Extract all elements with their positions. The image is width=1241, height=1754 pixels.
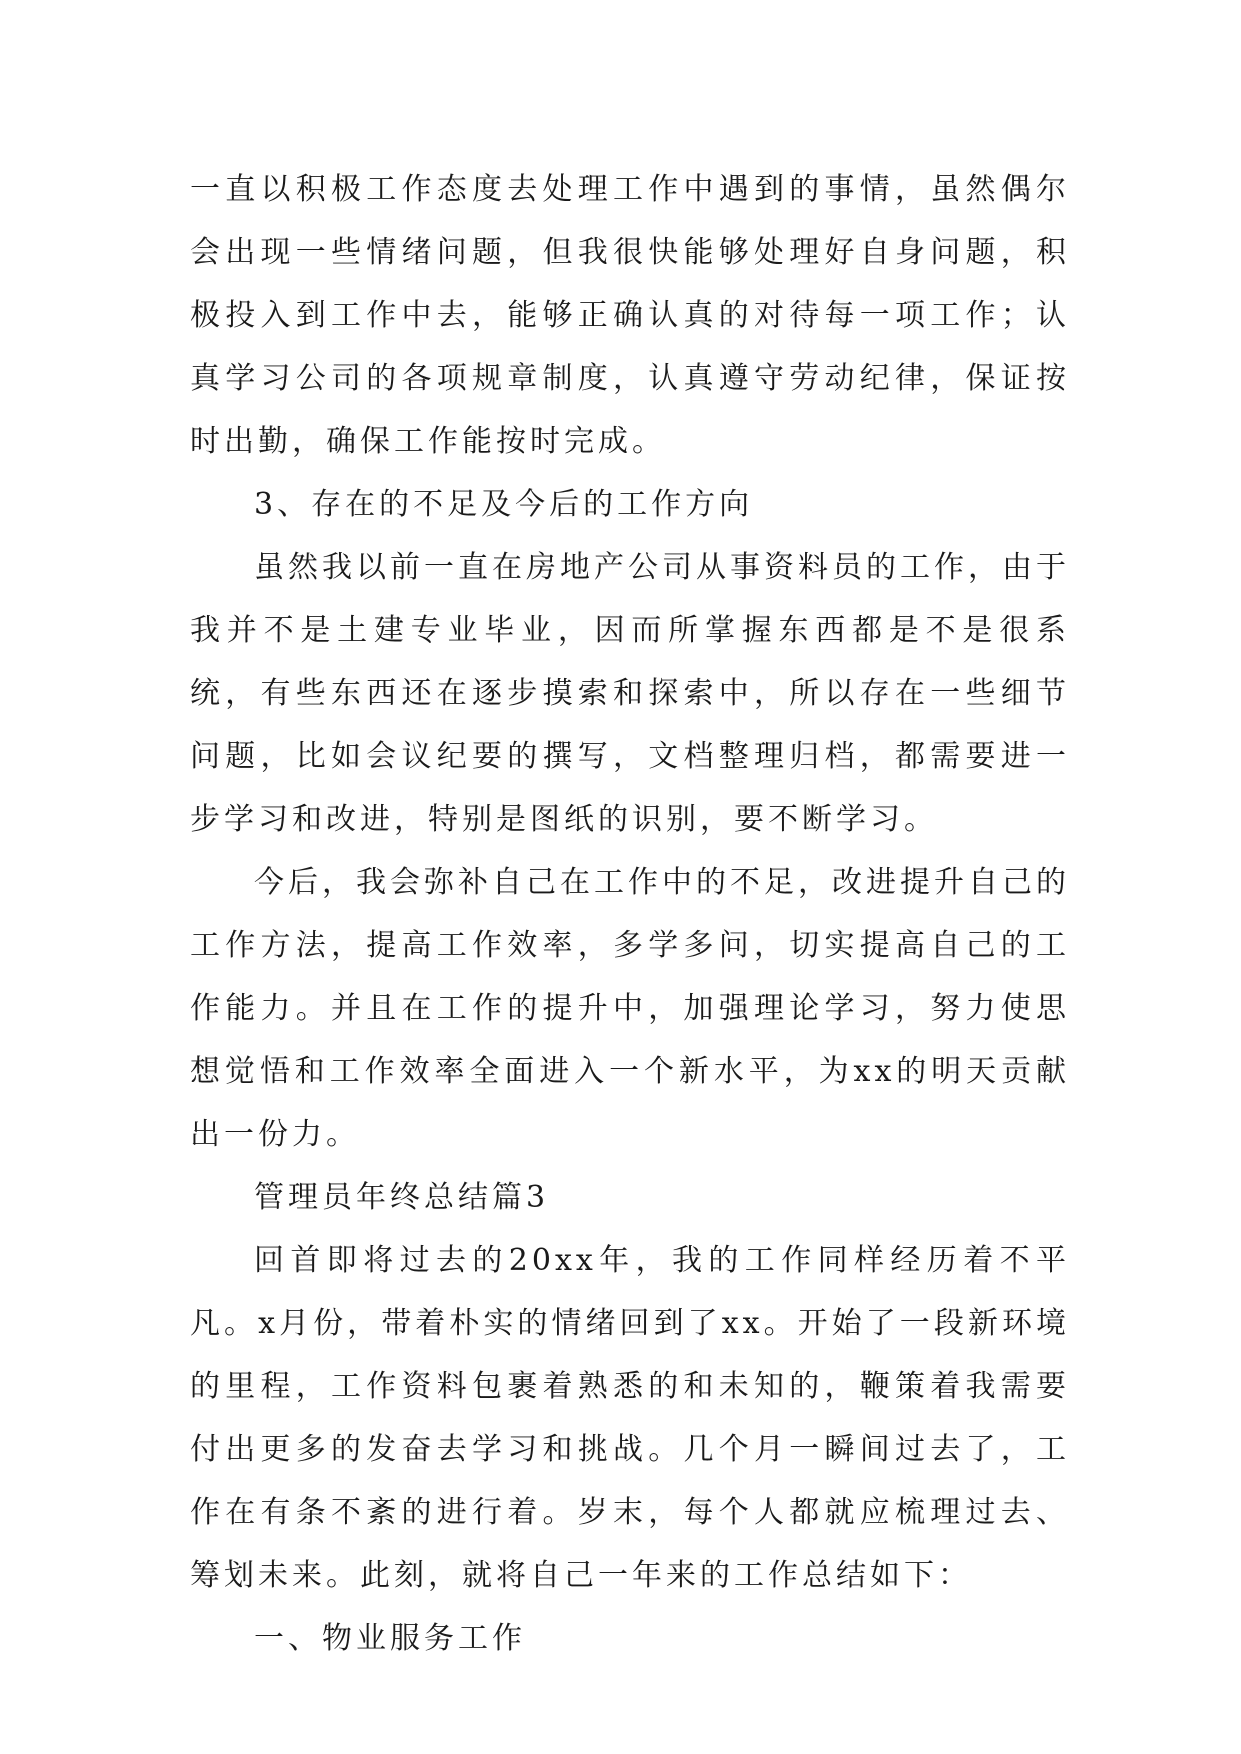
paragraph-year-review: 回首即将过去的20xx年，我的工作同样经历着不平凡。x月份，带着朴实的情绪回到了xx。开始了一段新环境的里程，工作资料包裹着熟悉的和未知的，鞭策着我需要付出更多的发奋去学习和挑战。几个月一瞬间过去了，工作在有条不紊的进行着。岁末，每个人都就应梳理过去、筹划未来。此刻，就将自己一年来的工作总结如下： bbox=[190, 1243, 1070, 1593]
section-heading-property-service: 一、物业服务工作 bbox=[254, 1621, 526, 1656]
paragraph-work-attitude: 一直以积极工作态度去处理工作中遇到的事情，虽然偶尔会出现一些情绪问题，但我很快能够处理好自身问题，积极投入到工作中去，能够正确认真的对待每一项工作；认真学习公司的各项规章制度，认真遵守劳动纪律，保证按时出勤，确保工作能按时完成。 bbox=[190, 172, 1070, 459]
section-heading-shortcomings: 3、存在的不足及今后的工作方向 bbox=[254, 487, 754, 522]
article-title-summary-3: 管理员年终总结篇3 bbox=[254, 1180, 550, 1215]
document-body bbox=[190, 158, 1070, 1670]
paragraph-shortcomings: 虽然我以前一直在房地产公司从事资料员的工作，由于我并不是土建专业毕业，因而所掌握东西都是不是很系统，有些东西还在逐步摸索和探索中，所以存在一些细节问题，比如会议纪要的撰写，文档整理归档，都需要进一步学习和改进，特别是图纸的识别，要不断学习。 bbox=[190, 550, 1070, 837]
paragraph-future-plans: 今后，我会弥补自己在工作中的不足，改进提升自己的工作方法，提高工作效率，多学多问，切实提高自己的工作能力。并且在工作的提升中，加强理论学习，努力使思想觉悟和工作效率全面进入一个新水平，为xx的明天贡献出一份力。 bbox=[190, 865, 1070, 1152]
